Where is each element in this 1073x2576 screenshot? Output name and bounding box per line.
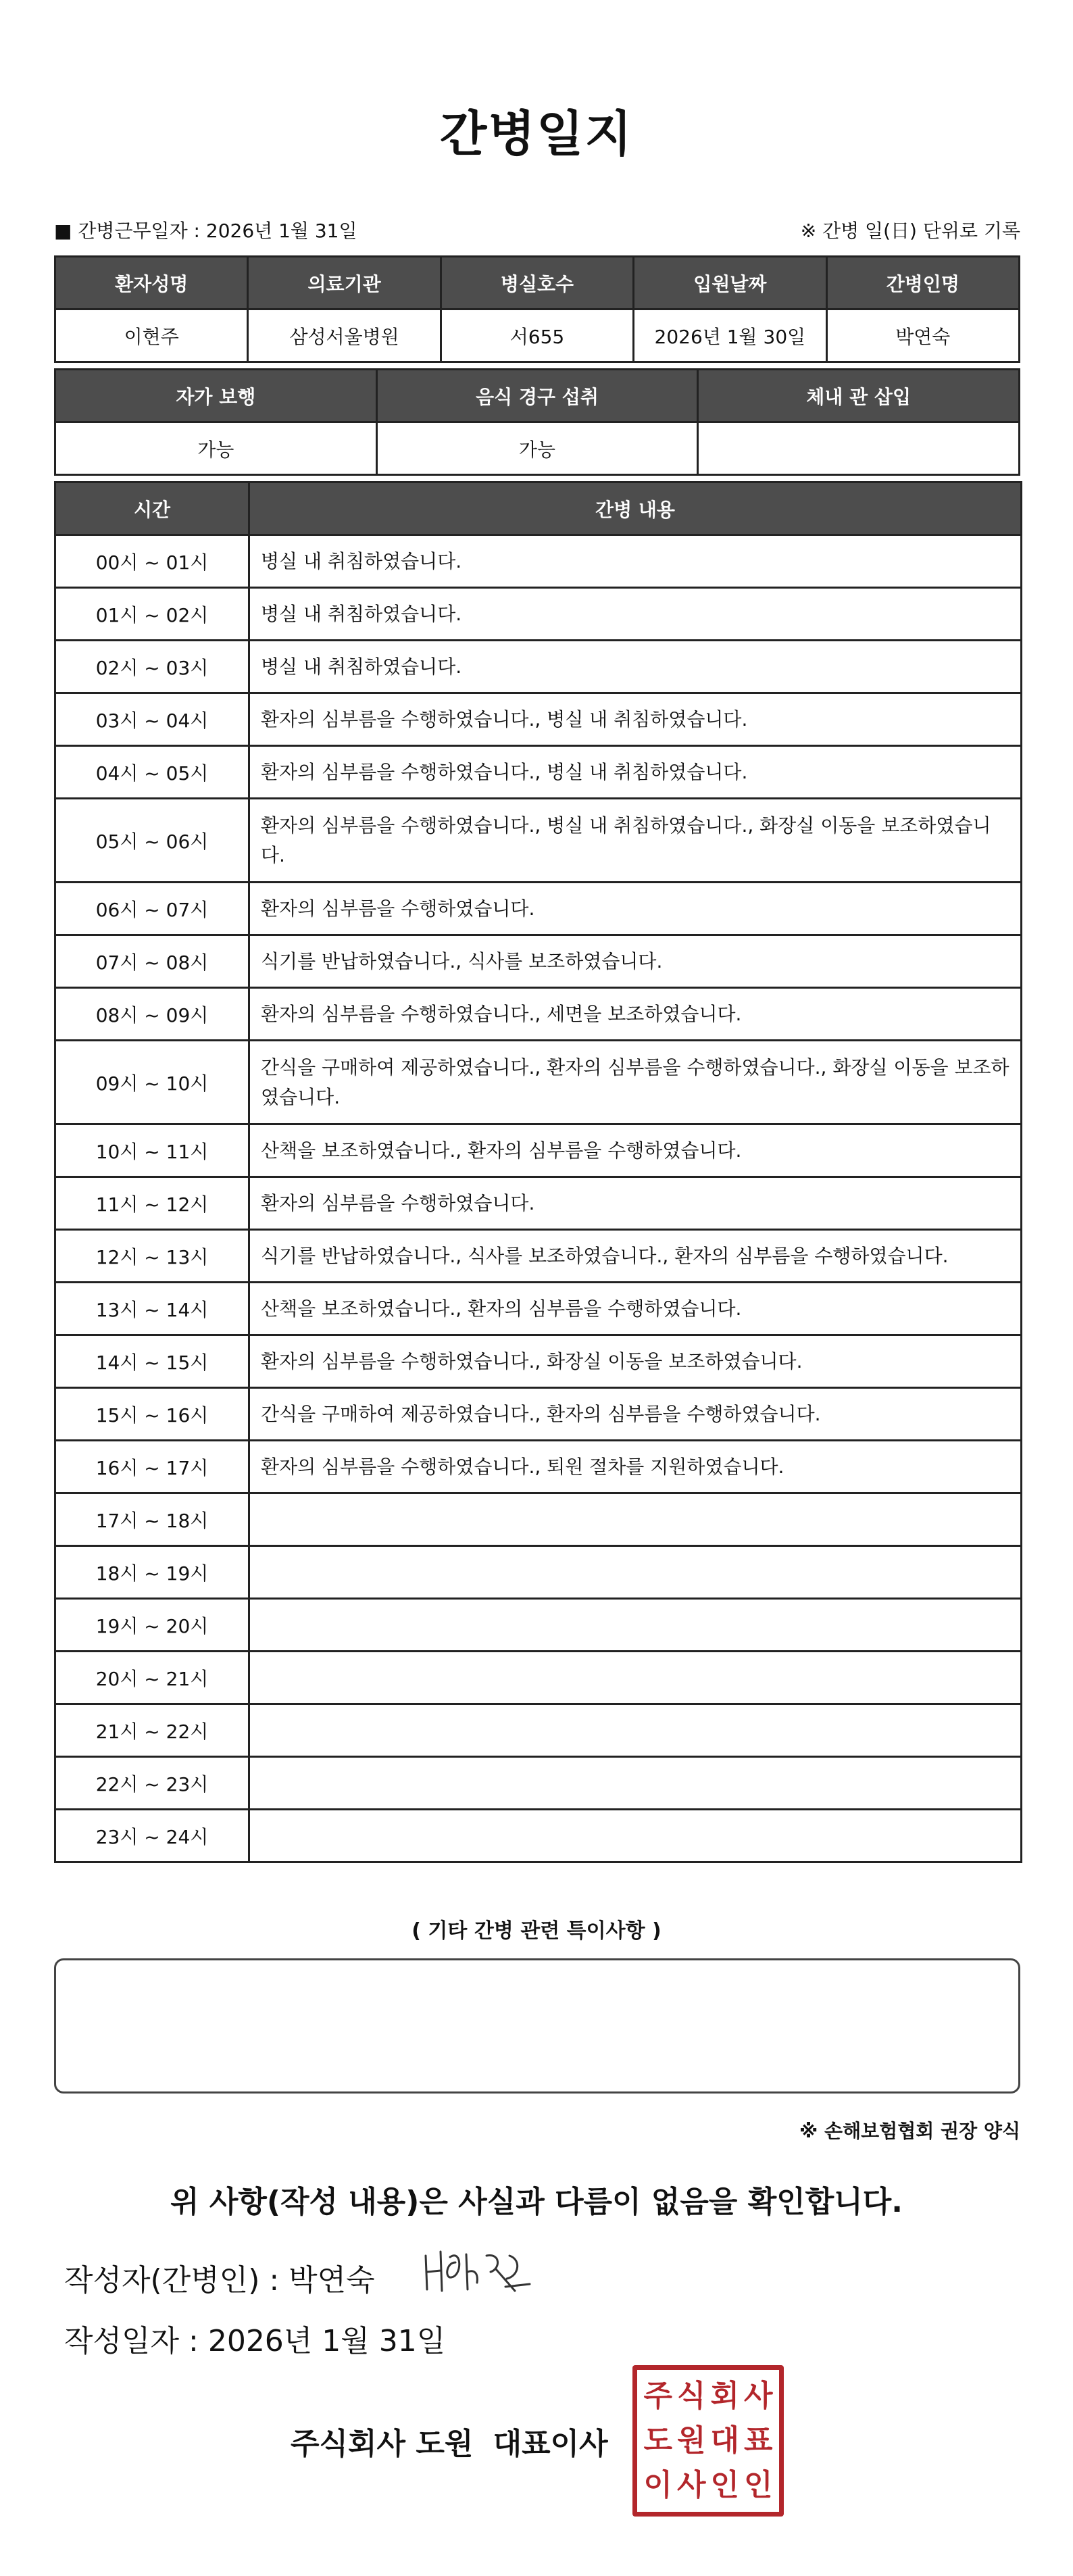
table-row xyxy=(55,935,1022,988)
remarks-title: ( 기타 간병 관련 특이사항 ) xyxy=(411,1919,662,1943)
written-date-value: 2026년 1월 31일 xyxy=(207,2324,446,2358)
row-time: 07시 ~ 08시 xyxy=(55,935,249,988)
row-content: 간식을 구매하여 제공하였습니다., 환자의 심부름을 수행하였습니다., 화장실 이동을 보조하였습니다. xyxy=(249,1041,1022,1124)
row-time: 20시 ~ 21시 xyxy=(55,1652,249,1704)
row-time: 13시 ~ 14시 xyxy=(55,1283,249,1335)
record-note: ※ 간병 일(日) 단위로 기록 xyxy=(800,220,1020,242)
meta-row xyxy=(54,216,1020,243)
header-care-content: 간병 내용 xyxy=(249,482,1022,535)
row-content: 간식을 구매하여 제공하였습니다., 환자의 심부름을 수행하였습니다. xyxy=(249,1388,1022,1441)
header-hospital: 의료기관 xyxy=(248,257,441,309)
row-content: 환자의 심부름을 수행하였습니다., 퇴원 절차를 지원하였습니다. xyxy=(249,1441,1022,1493)
row-time: 19시 ~ 20시 xyxy=(55,1599,249,1652)
seal-char: 인 xyxy=(710,2468,739,2502)
table-row xyxy=(55,1493,1022,1546)
header-caregiver-name: 간병인명 xyxy=(826,257,1019,309)
handwritten-signature xyxy=(420,2242,535,2303)
value-caregiver-name: 박연숙 xyxy=(826,309,1019,362)
work-date-value: 2026년 1월 31일 xyxy=(205,220,357,242)
company-seal xyxy=(632,2365,784,2517)
patient-status-header-row xyxy=(55,370,1020,422)
writer-label: 작성자(간병인) : xyxy=(64,2263,280,2298)
seal-char: 인 xyxy=(743,2468,773,2502)
table-row xyxy=(55,641,1022,693)
patient-info-value-row xyxy=(55,309,1020,362)
table-row xyxy=(55,1652,1022,1704)
row-time: 06시 ~ 07시 xyxy=(55,883,249,935)
row-time: 21시 ~ 22시 xyxy=(55,1704,249,1757)
header-patient-name: 환자성명 xyxy=(55,257,248,309)
patient-status-table xyxy=(54,368,1020,476)
row-time: 12시 ~ 13시 xyxy=(55,1230,249,1283)
care-log-header-row xyxy=(55,482,1022,535)
remarks-box xyxy=(54,1958,1020,2094)
row-content xyxy=(249,1704,1022,1757)
row-content xyxy=(249,1810,1022,1862)
work-date-label: ■ 간병근무일자 : xyxy=(54,220,200,242)
row-time: 11시 ~ 12시 xyxy=(55,1177,249,1230)
row-time: 08시 ~ 09시 xyxy=(55,988,249,1041)
row-time: 03시 ~ 04시 xyxy=(55,693,249,746)
row-time: 22시 ~ 23시 xyxy=(55,1757,249,1810)
table-row xyxy=(55,1041,1022,1124)
table-row xyxy=(55,588,1022,641)
row-content: 환자의 심부름을 수행하였습니다., 화장실 이동을 보조하였습니다. xyxy=(249,1335,1022,1388)
row-time: 04시 ~ 05시 xyxy=(55,746,249,799)
written-date-line xyxy=(64,2317,445,2360)
row-content: 병실 내 취침하였습니다. xyxy=(249,641,1022,693)
table-row xyxy=(55,1546,1022,1599)
row-content: 산책을 보조하였습니다., 환자의 심부름을 수행하였습니다. xyxy=(249,1283,1022,1335)
seal-grid xyxy=(641,2374,775,2508)
row-content: 식기를 반납하였습니다., 식사를 보조하였습니다. xyxy=(249,935,1022,988)
row-content xyxy=(249,1599,1022,1652)
table-row xyxy=(55,1124,1022,1177)
row-time: 15시 ~ 16시 xyxy=(55,1388,249,1441)
table-row xyxy=(55,693,1022,746)
row-content: 환자의 심부름을 수행하였습니다. xyxy=(249,883,1022,935)
header-walking: 자가 보행 xyxy=(55,370,377,422)
seal-char: 식 xyxy=(676,2379,706,2413)
row-time: 23시 ~ 24시 xyxy=(55,1810,249,1862)
row-content: 환자의 심부름을 수행하였습니다., 병실 내 취침하였습니다., 화장실 이동을 보조하였습니다. xyxy=(249,799,1022,883)
seal-char: 표 xyxy=(743,2423,773,2458)
care-log-table xyxy=(54,481,1022,1863)
table-row xyxy=(55,1230,1022,1283)
table-row xyxy=(55,1388,1022,1441)
table-row xyxy=(55,1441,1022,1493)
row-content: 병실 내 취침하였습니다. xyxy=(249,535,1022,588)
row-time: 01시 ~ 02시 xyxy=(55,588,249,641)
company-title: 대표이사 xyxy=(493,2427,608,2461)
row-content: 식기를 반납하였습니다., 식사를 보조하였습니다., 환자의 심부름을 수행하였습니다. xyxy=(249,1230,1022,1283)
table-row xyxy=(55,1335,1022,1388)
table-row xyxy=(55,988,1022,1041)
row-time: 05시 ~ 06시 xyxy=(55,799,249,883)
document-title: 간병일지 xyxy=(439,105,634,162)
table-row xyxy=(55,1810,1022,1862)
seal-char: 도 xyxy=(643,2423,672,2458)
written-date-label: 작성일자 : xyxy=(64,2324,199,2358)
row-time: 02시 ~ 03시 xyxy=(55,641,249,693)
row-content: 환자의 심부름을 수행하였습니다., 병실 내 취침하였습니다. xyxy=(249,693,1022,746)
header-room: 병실호수 xyxy=(441,257,633,309)
row-time: 10시 ~ 11시 xyxy=(55,1124,249,1177)
seal-char: 원 xyxy=(676,2423,706,2458)
value-walking: 가능 xyxy=(55,422,377,475)
seal-char: 주 xyxy=(643,2379,672,2413)
writer-line xyxy=(64,2256,375,2299)
writer-name: 박연숙 xyxy=(289,2263,375,2298)
value-patient-name: 이현주 xyxy=(55,309,248,362)
table-row xyxy=(55,1757,1022,1810)
company-name: 주식회사 도원 xyxy=(291,2427,474,2461)
row-time: 16시 ~ 17시 xyxy=(55,1441,249,1493)
row-time: 17시 ~ 18시 xyxy=(55,1493,249,1546)
header-oral-intake: 음식 경구 섭취 xyxy=(376,370,698,422)
seal-char: 사 xyxy=(743,2379,773,2413)
seal-char: 이 xyxy=(643,2468,672,2502)
confirm-statement: 위 사항(작성 내용)은 사실과 다름이 없음을 확인합니다. xyxy=(170,2185,903,2219)
row-content xyxy=(249,1652,1022,1704)
row-content xyxy=(249,1546,1022,1599)
patient-info-table xyxy=(54,255,1020,363)
patient-status-value-row xyxy=(55,422,1020,475)
value-oral-intake: 가능 xyxy=(376,422,698,475)
table-row xyxy=(55,1599,1022,1652)
table-row xyxy=(55,535,1022,588)
row-content: 환자의 심부름을 수행하였습니다., 세면을 보조하였습니다. xyxy=(249,988,1022,1041)
row-content xyxy=(249,1757,1022,1810)
seal-char: 대 xyxy=(710,2423,739,2458)
table-row xyxy=(55,799,1022,883)
value-tube-insertion xyxy=(698,422,1020,475)
patient-info-header-row xyxy=(55,257,1020,309)
header-tube-insertion: 체내 관 삽입 xyxy=(698,370,1020,422)
row-content: 병실 내 취침하였습니다. xyxy=(249,588,1022,641)
value-hospital: 삼성서울병원 xyxy=(248,309,441,362)
work-date xyxy=(54,216,357,243)
row-time: 09시 ~ 10시 xyxy=(55,1041,249,1124)
form-note: ※ 손해보험협회 권장 양식 xyxy=(799,2120,1020,2142)
table-row xyxy=(55,1283,1022,1335)
row-content: 산책을 보조하였습니다., 환자의 심부름을 수행하였습니다. xyxy=(249,1124,1022,1177)
table-row xyxy=(55,1177,1022,1230)
row-time: 00시 ~ 01시 xyxy=(55,535,249,588)
row-time: 18시 ~ 19시 xyxy=(55,1546,249,1599)
header-admission-date: 입원날짜 xyxy=(634,257,826,309)
value-admission-date: 2026년 1월 30일 xyxy=(634,309,826,362)
company-line xyxy=(291,2419,618,2462)
row-content: 환자의 심부름을 수행하였습니다., 병실 내 취침하였습니다. xyxy=(249,746,1022,799)
value-room: 서655 xyxy=(441,309,633,362)
header-time: 시간 xyxy=(55,482,249,535)
table-row xyxy=(55,1704,1022,1757)
table-row xyxy=(55,883,1022,935)
row-time: 14시 ~ 15시 xyxy=(55,1335,249,1388)
table-row xyxy=(55,746,1022,799)
row-content: 환자의 심부름을 수행하였습니다. xyxy=(249,1177,1022,1230)
seal-char: 사 xyxy=(676,2468,706,2502)
row-content xyxy=(249,1493,1022,1546)
seal-char: 회 xyxy=(710,2379,739,2413)
